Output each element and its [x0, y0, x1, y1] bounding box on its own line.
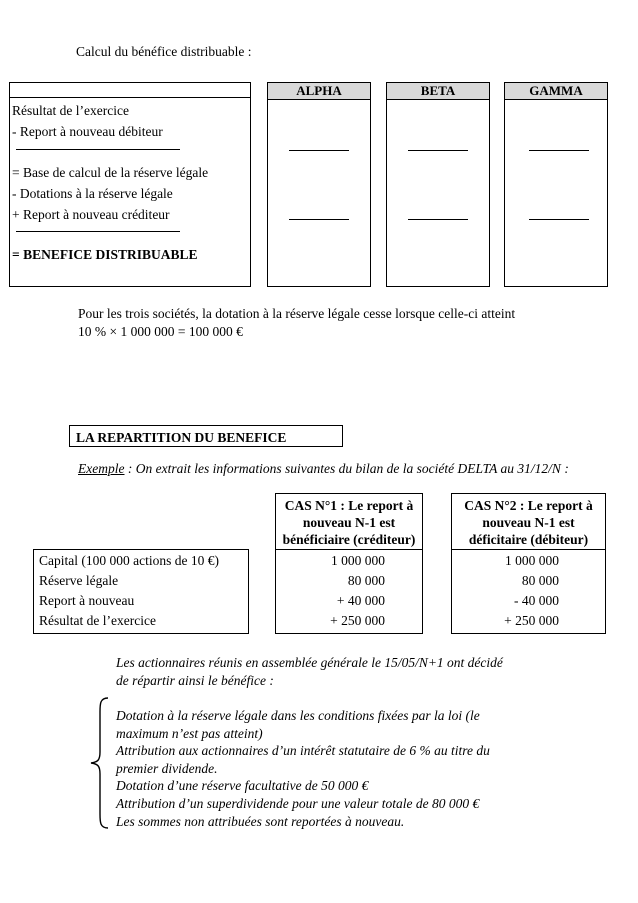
- calc-label-box: [9, 82, 251, 287]
- cas2-header-line-1: CAS N°2 : Le report à: [464, 498, 593, 513]
- row-benefice: = BENEFICE DISTRIBUABLE: [12, 247, 198, 262]
- cas2-header: [452, 497, 605, 548]
- delta-row-capital: Capital (100 000 actions de 10 €): [39, 553, 219, 568]
- row-report-debiteur: - Report à nouveau débiteur: [12, 124, 163, 139]
- decision-line-2: de répartir ainsi le bénéfice :: [116, 673, 274, 688]
- cas1-report: + 40 000: [336, 593, 385, 608]
- delta-row-resultat: Résultat de l’exercice: [39, 613, 156, 628]
- cas1-column: [275, 493, 423, 634]
- gamma-header: GAMMA: [505, 83, 607, 100]
- gamma-column: [504, 82, 608, 287]
- note-line-2: 10 % × 1 000 000 = 100 000 €: [78, 324, 243, 339]
- section-title: LA REPARTITION DU BENEFICE: [69, 425, 343, 447]
- list-item: maximum n’est pas atteint): [116, 725, 263, 741]
- beta-header: BETA: [387, 83, 489, 100]
- row-report-crediteur: + Report à nouveau créditeur: [12, 207, 170, 222]
- cas2-report: - 40 000: [514, 593, 559, 608]
- example-label: Exemple: [78, 461, 125, 476]
- cas1-capital: 1 000 000: [331, 553, 385, 568]
- alpha-header: ALPHA: [268, 83, 370, 100]
- list-item: Dotation à la réserve légale dans les conditions fixées par la loi (le: [116, 708, 480, 723]
- cas2-capital: 1 000 000: [505, 553, 559, 568]
- example-line: [78, 461, 569, 477]
- alpha-column: [267, 82, 371, 287]
- row-base-calcul: = Base de calcul de la réserve légale: [12, 165, 209, 180]
- delta-row-reserve: Réserve légale: [39, 573, 119, 588]
- cas1-header-line-3: bénéficiaire (créditeur): [282, 532, 416, 547]
- row-resultat: Résultat de l’exercice: [12, 103, 129, 118]
- cas1-header-line-2: nouveau N-1 est: [302, 515, 396, 530]
- delta-label-box: [33, 549, 249, 634]
- cas2-header-line-2: nouveau N-1 est: [482, 515, 575, 530]
- list-item: Attribution d’un superdividende pour une valeur totale de 80 000 €: [116, 795, 480, 811]
- decision-list: [116, 707, 490, 830]
- cas2-reserve: 80 000: [521, 573, 559, 588]
- list-item: Dotation d’une réserve facultative de 50 000 €: [116, 778, 369, 794]
- cas1-header-line-1: CAS N°1 : Le report à: [284, 498, 414, 513]
- calc-title: Calcul du bénéfice distribuable :: [76, 44, 252, 59]
- cas1-header: [276, 497, 422, 548]
- row-dotations: - Dotations à la réserve légale: [12, 186, 173, 201]
- cas2-column: [451, 493, 606, 634]
- cas1-resultat: + 250 000: [330, 613, 385, 628]
- cas1-reserve: 80 000: [347, 573, 385, 588]
- note-line-1: Pour les trois sociétés, la dotation à la réserve légale cesse lorsque celle-ci atteint: [78, 306, 516, 321]
- cas2-resultat: + 250 000: [504, 613, 559, 628]
- list-item: Les sommes non attribuées sont reportées à nouveau.: [116, 813, 405, 829]
- delta-row-report: Report à nouveau: [39, 593, 135, 608]
- decision-line-1: Les actionnaires réunis en assemblée générale le 15/05/N+1 ont décidé: [116, 655, 503, 670]
- list-item: premier dividende.: [116, 760, 218, 776]
- curly-brace-icon: [88, 696, 114, 830]
- beta-column: [386, 82, 490, 287]
- cas2-header-line-3: déficitaire (débiteur): [468, 532, 589, 547]
- list-item: Attribution aux actionnaires d’un intérêt statutaire de 6 % au titre du: [116, 743, 490, 759]
- example-text: : On extrait les informations suivantes du bilan de la société DELTA au 31/12/N :: [124, 461, 569, 476]
